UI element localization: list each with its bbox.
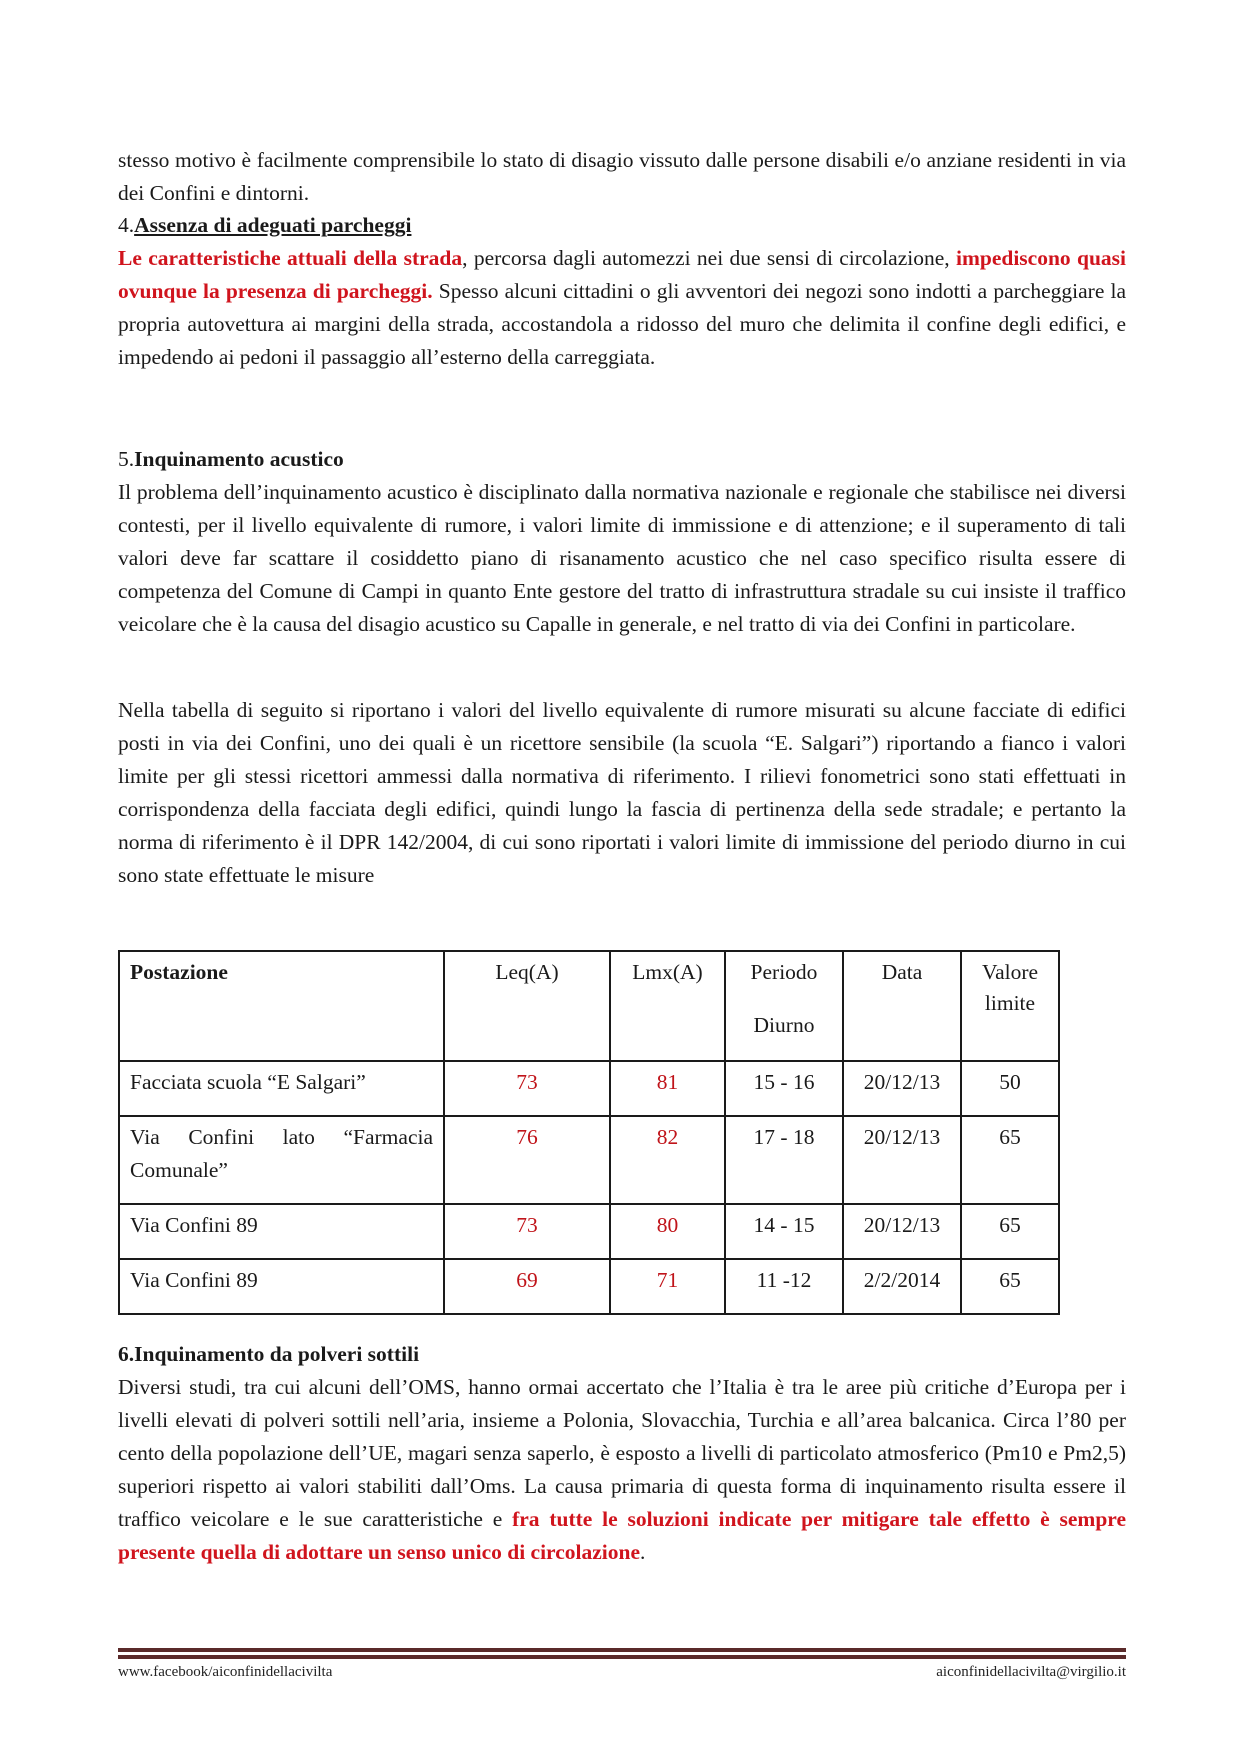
intro-paragraph: [118, 144, 1126, 210]
section-4: [118, 209, 1126, 374]
table-header-row: [119, 951, 1059, 1061]
cell-lmx: 82: [610, 1116, 725, 1204]
table-row: [119, 1204, 1059, 1259]
cell-lmx: 71: [610, 1259, 725, 1314]
footer-email-link[interactable]: aiconfinidellacivilta@virgilio.it: [936, 1664, 1126, 1680]
section-5-number: 5.: [118, 447, 135, 471]
table-row: [119, 1116, 1059, 1204]
cell-leq: 73: [444, 1061, 610, 1116]
section-5-heading: [118, 443, 1126, 476]
section-5-paragraph-2: Nella tabella di seguito si riportano i valori del livello equivalente di rumore misurati su alcune facciate di edifici posti in via dei Confini, uno dei quali è un ricettore sensibile (la scuola “E. Salgari”) riportando a fianco i valori limite per gli stessi ricettori ammessi dalla normativa di riferimento. I rilievi fonometrici sono stati effettuati in corrispondenza della facciata degli edifici, quindi lungo la fascia di pertinenza della sede stradale; e pertanto la norma di riferimento è il DPR 142/2004, di cui sono riportati i valori limite di immissione del periodo diurno in cui sono state effettuate le misure: [118, 698, 1126, 887]
footer-rule-top: [118, 1648, 1126, 1652]
header-leq: Leq(A): [444, 951, 610, 1061]
section-6: [118, 1338, 1126, 1569]
cell-data: 20/12/13: [843, 1061, 961, 1116]
cell-limite: 65: [961, 1204, 1059, 1259]
section-4-title: Assenza di adeguati parcheggi: [134, 213, 412, 237]
footer-rule-bottom: [118, 1655, 1126, 1659]
section-6-paragraph: Diversi studi, tra cui alcuni dell’OMS, hanno ormai accertato che l’Italia è tra le aree più critiche d’Europa per i livelli elevati di polveri sottili nell’aria, insieme a Polonia, Slovacchia, Turchia e all’area balcanica. Circa l’80 per cento della popolazione dell’UE, magari senza saperlo, è esposto a livelli di particolato atmosferico (Pm10 e Pm2,5) superiori rispetto ai valori stabiliti dall’Oms. La causa primaria di questa forma di inquinamento risulta essere il traffico veicolare e le sue caratteristiche e fra tutte le soluzioni indicate per mitigare tale effetto è sempre presente quella di adottare un senso unico di circolazione.: [118, 1375, 1126, 1564]
section-4-number: 4.: [118, 213, 135, 237]
header-periodo: Periodo Diurno: [725, 951, 843, 1061]
section-6-highlight: fra tutte le soluzioni indicate per mitigare tale effetto è sempre presente quella di adottare un senso unico di circolazione: [118, 1507, 1126, 1564]
header-lmx: Lmx(A): [610, 951, 725, 1061]
cell-lmx: 81: [610, 1061, 725, 1116]
cell-data: 20/12/13: [843, 1204, 961, 1259]
table-row: [119, 1259, 1059, 1314]
section-5-title: Inquinamento acustico: [134, 447, 344, 471]
cell-leq: 76: [444, 1116, 610, 1204]
cell-periodo: 11 -12: [725, 1259, 843, 1314]
cell-periodo: 14 - 15: [725, 1204, 843, 1259]
table-row: [119, 1061, 1059, 1116]
cell-data: 2/2/2014: [843, 1259, 961, 1314]
header-valore-limite: Valore limite: [961, 951, 1059, 1061]
intro-text: stesso motivo è facilmente comprensibile lo stato di disagio vissuto dalle persone disabili e/o anziane residenti in via dei Confini e dintorni.: [118, 148, 1126, 205]
section-5-paragraph-1: Il problema dell’inquinamento acustico è disciplinato dalla normativa nazionale e regionale che stabilisce nei diversi contesti, per il livello equivalente di rumore, i valori limite di immissione e di attenzione; e il superamento di tali valori deve far scattare il cosiddetto piano di risanamento acustico che nel caso specifico risulta essere di competenza del Comune di Campi in quanto Ente gestore del tratto di infrastruttura stradale su cui insiste il traffico veicolare che è la causa del disagio acustico su Capalle in generale, e nel tratto di via dei Confini in particolare.: [118, 480, 1126, 636]
cell-lmx: 80: [610, 1204, 725, 1259]
cell-leq: 69: [444, 1259, 610, 1314]
cell-limite: 50: [961, 1061, 1059, 1116]
section-4-paragraph: Le caratteristiche attuali della strada, percorsa dagli automezzi nei due sensi di circolazione, impediscono quasi ovunque la presenza di parcheggi. Spesso alcuni cittadini o gli avventori dei negozi sono indotti a parcheggiare la propria autovettura ai margini della strada, accostandola a ridosso del muro che delimita il confine degli edifici, e impedendo ai pedoni il passaggio all’esterno della carreggiata.: [118, 246, 1127, 369]
cell-limite: 65: [961, 1116, 1059, 1204]
cell-postazione: Via Confini lato “Farmacia Comunale”: [119, 1116, 444, 1204]
cell-periodo: 17 - 18: [725, 1116, 843, 1204]
noise-measurements-table: [118, 950, 1060, 1315]
section-4-highlight-2: impediscono quasi ovunque la presenza di parcheggi.: [118, 246, 1126, 303]
header-data: Data: [843, 951, 961, 1061]
section-6-title: 6.Inquinamento da polveri sottili: [118, 1342, 420, 1366]
cell-postazione: Via Confini 89: [119, 1259, 444, 1314]
cell-data: 20/12/13: [843, 1116, 961, 1204]
section-4-heading: [118, 209, 1126, 242]
header-postazione: Postazione: [119, 951, 444, 1061]
footer-facebook-link[interactable]: www.facebook/aiconfinidellacivilta: [118, 1664, 333, 1680]
cell-periodo: 15 - 16: [725, 1061, 843, 1116]
section-5-paragraph-2-block: [118, 694, 1126, 892]
cell-postazione: Via Confini 89: [119, 1204, 444, 1259]
section-4-highlight-1: Le caratteristiche attuali della strada: [118, 246, 463, 270]
cell-leq: 73: [444, 1204, 610, 1259]
cell-limite: 65: [961, 1259, 1059, 1314]
cell-postazione: Facciata scuola “E Salgari”: [119, 1061, 444, 1116]
section-5: [118, 443, 1126, 641]
